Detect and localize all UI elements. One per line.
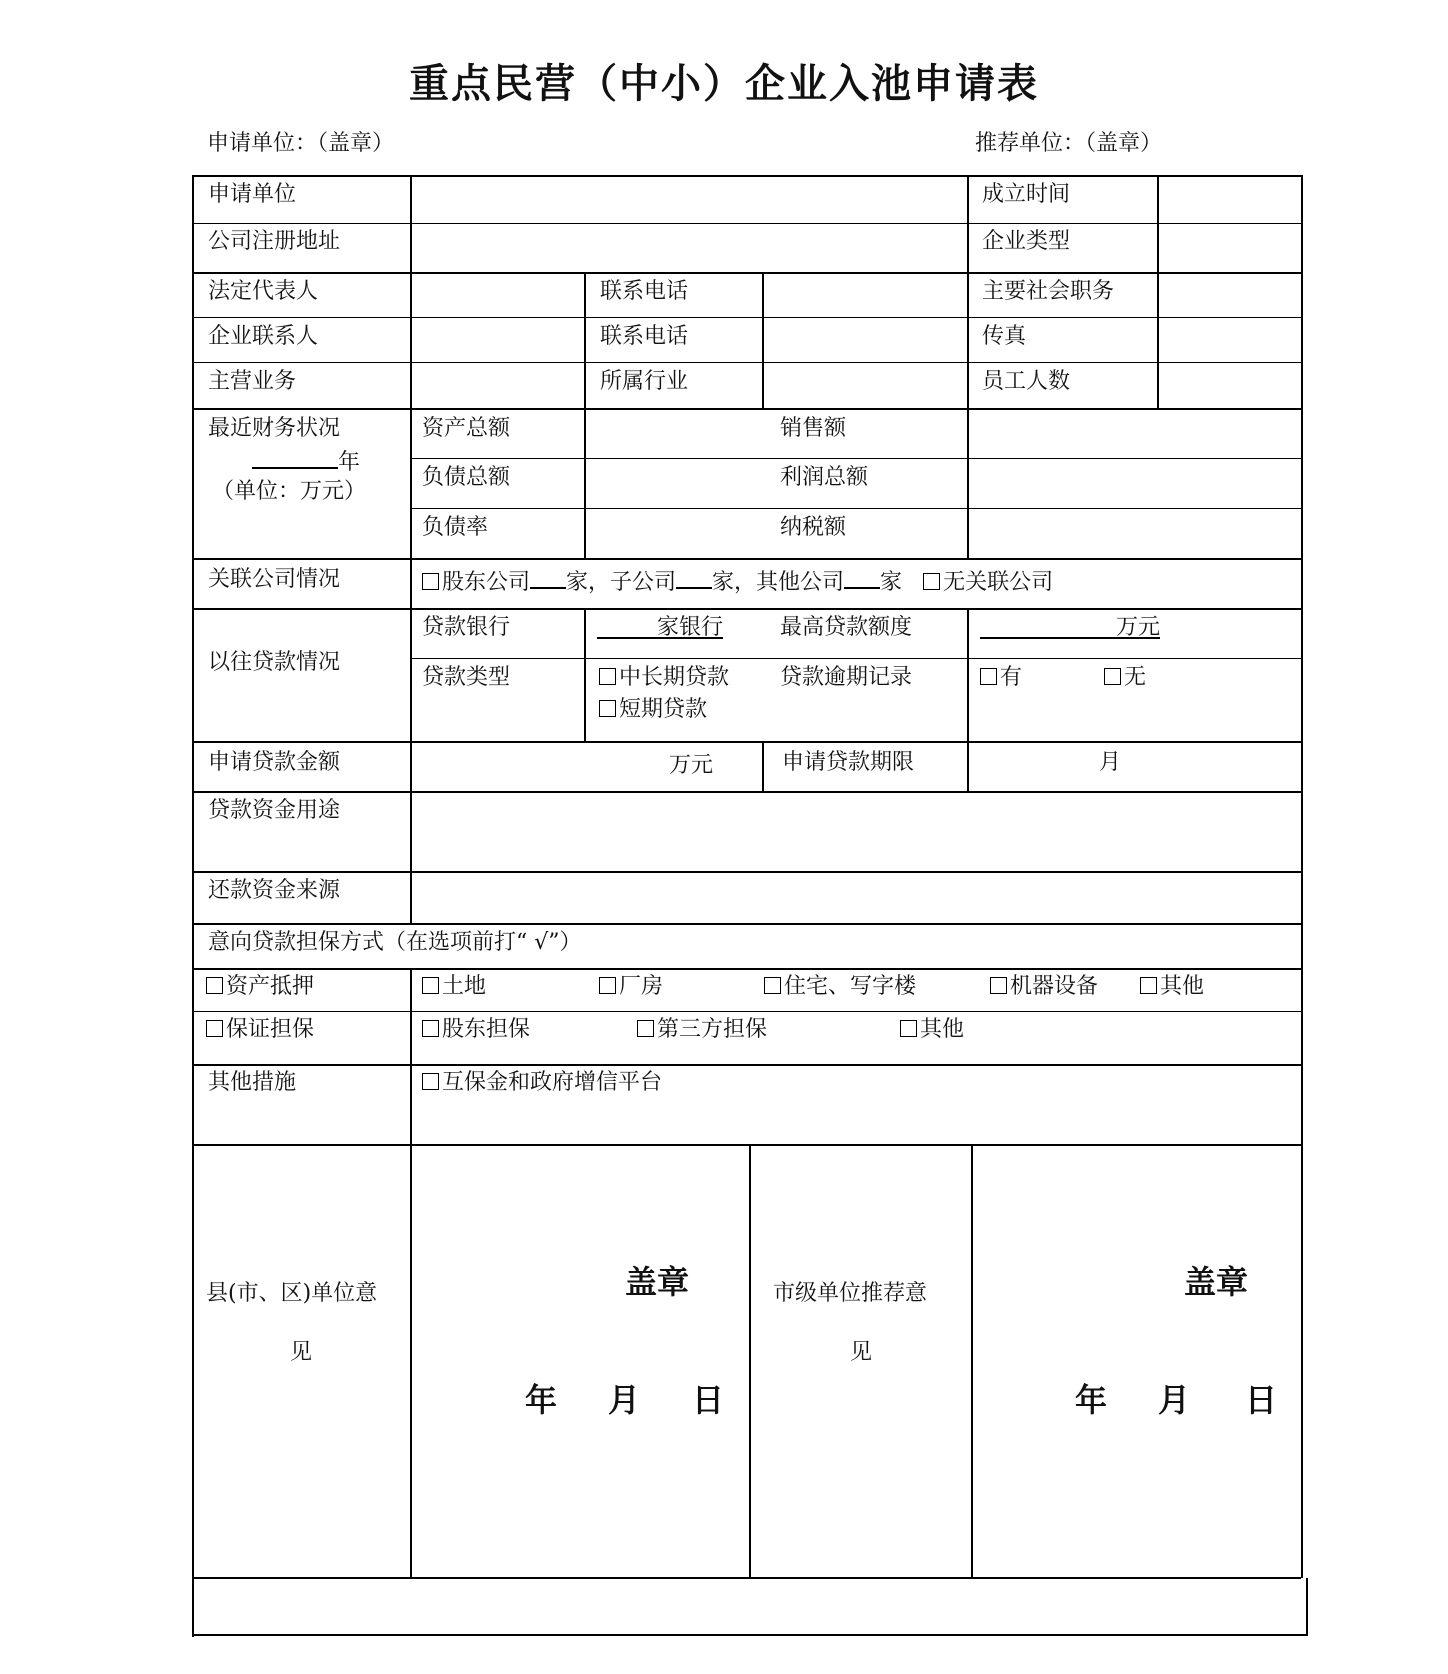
max-amount-value (980, 613, 1160, 643)
applicant-label: 申请单位 (208, 182, 297, 207)
recommender-seal-label: 推荐单位：（盖章） (975, 131, 1163, 156)
apply-term-unit: 月 (1099, 750, 1122, 775)
asset-other-option[interactable]: 其他 (1140, 972, 1204, 1002)
bank-count-blank[interactable]: 家银行 (597, 613, 723, 639)
fax-label: 传真 (982, 324, 1027, 349)
overdue-yes-checkbox[interactable] (980, 668, 997, 685)
city-date-year: 年 (1075, 1381, 1108, 1419)
loan-bank-value (597, 613, 723, 643)
company-type-label: 企业类型 (982, 229, 1071, 254)
county-date-day: 日 (692, 1381, 725, 1419)
guarantee-other-checkbox[interactable] (900, 1020, 917, 1037)
city-date-day: 日 (1245, 1381, 1278, 1419)
bottom-blank-row (192, 1578, 1308, 1636)
industry-label: 所属行业 (600, 369, 689, 394)
max-amount-blank[interactable]: 万元 (980, 613, 1160, 639)
no-related-checkbox[interactable] (923, 573, 940, 590)
finance-year: 年 (252, 445, 360, 478)
city-opinion-label-wrap: 见 (850, 1340, 873, 1365)
application-table (192, 175, 1301, 1580)
city-opinion-label: 市级单位推荐意 (773, 1281, 928, 1306)
third-party-guarantee-option[interactable]: 第三方担保 (637, 1015, 767, 1045)
tax-label: 纳税额 (780, 515, 847, 540)
county-seal: 盖章 (625, 1263, 690, 1301)
total-profit-label: 利润总额 (780, 465, 869, 490)
guarantee-header: 意向贷款担保方式（在选项前打“ √”） (208, 930, 582, 955)
loan-use-label: 贷款资金用途 (208, 798, 341, 823)
apply-amount-unit: 万元 (669, 753, 714, 778)
contact-phone-label: 联系电话 (600, 324, 689, 349)
loan-type-label: 贷款类型 (422, 665, 511, 690)
apply-amount-label: 申请贷款金额 (208, 750, 341, 775)
sales-label: 销售额 (780, 416, 847, 441)
residence-option[interactable]: 住宅、写字楼 (764, 972, 916, 1002)
short-term-option[interactable]: 短期贷款 (599, 695, 707, 725)
land-checkbox[interactable] (422, 977, 439, 994)
finance-unit: （单位：万元） (212, 479, 367, 504)
mutual-fund-checkbox[interactable] (422, 1073, 439, 1090)
shareholder-count-blank[interactable] (530, 565, 566, 589)
county-date-month: 月 (608, 1381, 641, 1419)
established-label: 成立时间 (982, 182, 1071, 207)
total-liabilities-label: 负债总额 (422, 465, 511, 490)
reg-address-label: 公司注册地址 (208, 229, 341, 254)
other-measures-label: 其他措施 (208, 1070, 297, 1095)
main-business-label: 主营业务 (208, 369, 297, 394)
total-assets-label: 资产总额 (422, 416, 511, 441)
apply-term-label: 申请贷款期限 (782, 750, 915, 775)
asset-mortgage-option[interactable]: 资产抵押 (206, 972, 314, 1002)
related-line: 股东公司 家，子公司 家，其他公司 家 无关联公司 (422, 565, 1053, 598)
social-role-label: 主要社会职务 (982, 279, 1115, 304)
machinery-option[interactable]: 机器设备 (990, 972, 1098, 1002)
machinery-checkbox[interactable] (990, 977, 1007, 994)
overdue-yes-option[interactable]: 有 (980, 663, 1022, 693)
shareholder-checkbox[interactable] (422, 573, 439, 590)
max-amount-label: 最高贷款额度 (780, 615, 913, 640)
asset-mortgage-checkbox[interactable] (206, 977, 223, 994)
residence-checkbox[interactable] (764, 977, 781, 994)
overdue-no-option[interactable]: 无 (1104, 663, 1146, 693)
form-title: 重点民营（中小）企业入池申请表 (409, 60, 1039, 107)
city-seal: 盖章 (1184, 1263, 1249, 1301)
overdue-no-checkbox[interactable] (1104, 668, 1121, 685)
other-count-blank[interactable] (844, 565, 880, 589)
mutual-fund-option[interactable]: 互保金和政府增信平台 (422, 1068, 662, 1098)
repay-source-label: 还款资金来源 (208, 878, 341, 903)
year-blank (252, 445, 338, 469)
city-date-month: 月 (1158, 1381, 1191, 1419)
overdue-label: 贷款逾期记录 (780, 665, 913, 690)
finance-label: 最近财务状况 (208, 416, 341, 441)
contact-label: 企业联系人 (208, 324, 319, 349)
guarantee-checkbox[interactable] (206, 1020, 223, 1037)
shareholder-guarantee-option[interactable]: 股东担保 (422, 1015, 530, 1045)
third-party-guarantee-checkbox[interactable] (637, 1020, 654, 1037)
county-opinion-label-wrap: 见 (290, 1340, 313, 1365)
county-date-year: 年 (525, 1381, 558, 1419)
employees-label: 员工人数 (982, 369, 1071, 394)
shareholder-guarantee-checkbox[interactable] (422, 1020, 439, 1037)
factory-option[interactable]: 厂房 (599, 972, 663, 1002)
loan-bank-label: 贷款银行 (422, 615, 511, 640)
legal-rep-phone-label: 联系电话 (600, 279, 689, 304)
asset-other-checkbox[interactable] (1140, 977, 1157, 994)
subsidiary-count-blank[interactable] (676, 565, 712, 589)
short-term-checkbox[interactable] (599, 700, 616, 717)
factory-checkbox[interactable] (599, 977, 616, 994)
debt-ratio-label: 负债率 (422, 515, 489, 540)
legal-rep-label: 法定代表人 (208, 279, 319, 304)
land-option[interactable]: 土地 (422, 972, 486, 1002)
county-opinion-label: 县(市、区)单位意 (206, 1281, 378, 1306)
related-label: 关联公司情况 (208, 567, 341, 592)
long-term-option[interactable]: 中长期贷款 (599, 663, 729, 693)
guarantee-option[interactable]: 保证担保 (206, 1015, 314, 1045)
long-term-checkbox[interactable] (599, 668, 616, 685)
applicant-seal-label: 申请单位：（盖章） (207, 131, 395, 156)
guarantee-other-option[interactable]: 其他 (900, 1015, 964, 1045)
loan-history-label: 以往贷款情况 (208, 650, 341, 675)
